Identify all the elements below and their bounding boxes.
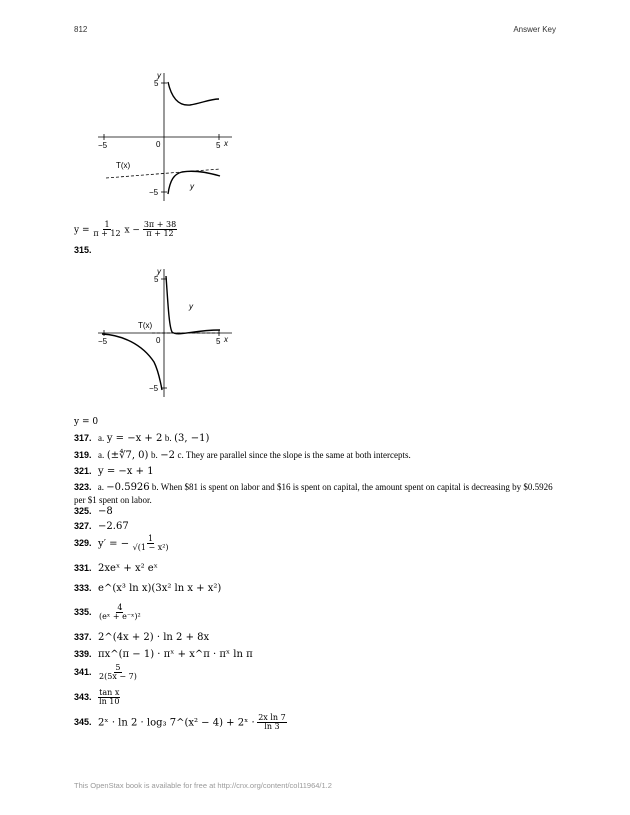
graph-1-x-left: −5 [98, 141, 108, 150]
answer-317: 317. a. y = −x + 2 b. (3, −1) [74, 433, 210, 444]
answer-337: 337. 2^(4x + 2) · ln 2 + 8x [74, 632, 210, 643]
eq1-frac-2: $\frac{3\pi + 38}{\pi + 12}$ [143, 220, 177, 239]
answer-333: 333. e^(x³ ln x)(3x² ln x + x²) [74, 583, 222, 594]
graph-2-y-label: y [157, 267, 161, 276]
equation-1 [74, 221, 177, 239]
answer-327: 327. −2.67 [74, 521, 129, 532]
equation-2: y = 0 [74, 417, 99, 427]
eq1-frac-1: $\frac{1}{\pi + 12}$ [93, 220, 121, 239]
graph-1-x-right: 5 [216, 141, 221, 150]
answer-343: 343. $\frac{\text{tan x}}{\ln 10}$ [74, 688, 120, 707]
a335-frac: $\frac{4}{\text{(eˣ + e⁻ˣ)²}}$ [99, 603, 141, 622]
section-title: Answer Key [513, 25, 556, 34]
eq1-mid: x − [124, 225, 140, 236]
graph-2-y-bottom: −5 [149, 384, 159, 393]
graph-1 [92, 68, 242, 210]
graph-2-x-right: 5 [216, 337, 221, 346]
graph-1-svg [92, 68, 242, 210]
graph-1-curve-label: y [190, 182, 194, 191]
graph-1-y-bottom: −5 [149, 188, 159, 197]
answer-315: 315. [74, 245, 92, 255]
graph-1-tangent-label: T(x) [116, 161, 131, 170]
footer-note: This OpenStax book is available for free at http://cnx.org/content/col11964/1.2 [74, 781, 332, 790]
page-number: 812 [74, 25, 88, 34]
graph-1-origin: 0 [156, 140, 161, 149]
graph-2-y-top: 5 [154, 275, 159, 284]
graph-1-lower-curve [168, 171, 220, 194]
graph-2-left-curve [102, 334, 162, 390]
graph-1-y-top: 5 [154, 79, 159, 88]
a345-frac: $\frac{\text{2x ln 7}}{\ln 3}$ [258, 713, 286, 732]
graph-1-x-label: x [224, 139, 228, 148]
graph-2-x-left: −5 [98, 337, 108, 346]
graph-2-origin: 0 [156, 336, 161, 345]
graph-2-tangent-label: T(x) [138, 321, 153, 330]
answer-325: 325. −8 [74, 506, 113, 517]
graph-1-tangent-line [106, 169, 220, 178]
eq1-lhs: y = [74, 225, 90, 236]
answer-329: 329. y′ = − $\frac{1}{\text{√(1 − x²)}}$ [74, 534, 169, 553]
graph-2-x-label: x [224, 335, 228, 344]
answer-321: 321. y = −x + 1 [74, 466, 154, 477]
a343-frac: $\frac{\text{tan x}}{\ln 10}$ [99, 688, 120, 707]
a329-frac: $\frac{1}{\text{√(1 − x²)}}$ [132, 534, 169, 553]
answer-319: 319. a. (±∜7, 0) b. −2 c. They are parallel since the slope is the same at both intercepts. [74, 450, 411, 461]
answer-345: 345. 2ˣ · ln 2 · log₃ 7^(x² − 4) + 2ˣ · $\frac{\text{2x ln 7}}{\ln 3}$ [74, 713, 286, 732]
answer-335: 335. $\frac{4}{\text{(eˣ + e⁻ˣ)²}}$ [74, 603, 141, 622]
graph-2 [92, 264, 242, 404]
a341-frac: $\frac{5}{2(5x - 7)}$ [99, 663, 137, 682]
answer-331: 331. 2xeˣ + x² eˣ [74, 563, 158, 574]
answer-341: 341. $\frac{5}{2(5x - 7)}$ [74, 663, 137, 682]
graph-1-y-label: y [157, 71, 161, 80]
graph-1-upper-curve [168, 82, 219, 105]
graph-2-svg [92, 264, 242, 404]
answer-339: 339. πx^(π − 1) · πˣ + x^π · πˣ ln π [74, 649, 253, 660]
answer-323: 323. a. −0.5926 b. When $81 is spent on labor and $16 is spent on capital, the amount spent on capital is decreasing by $0.5926 per $1 spent on labor. [74, 482, 553, 505]
graph-2-right-curve [166, 276, 220, 334]
graph-2-curve-label: y [189, 302, 193, 311]
